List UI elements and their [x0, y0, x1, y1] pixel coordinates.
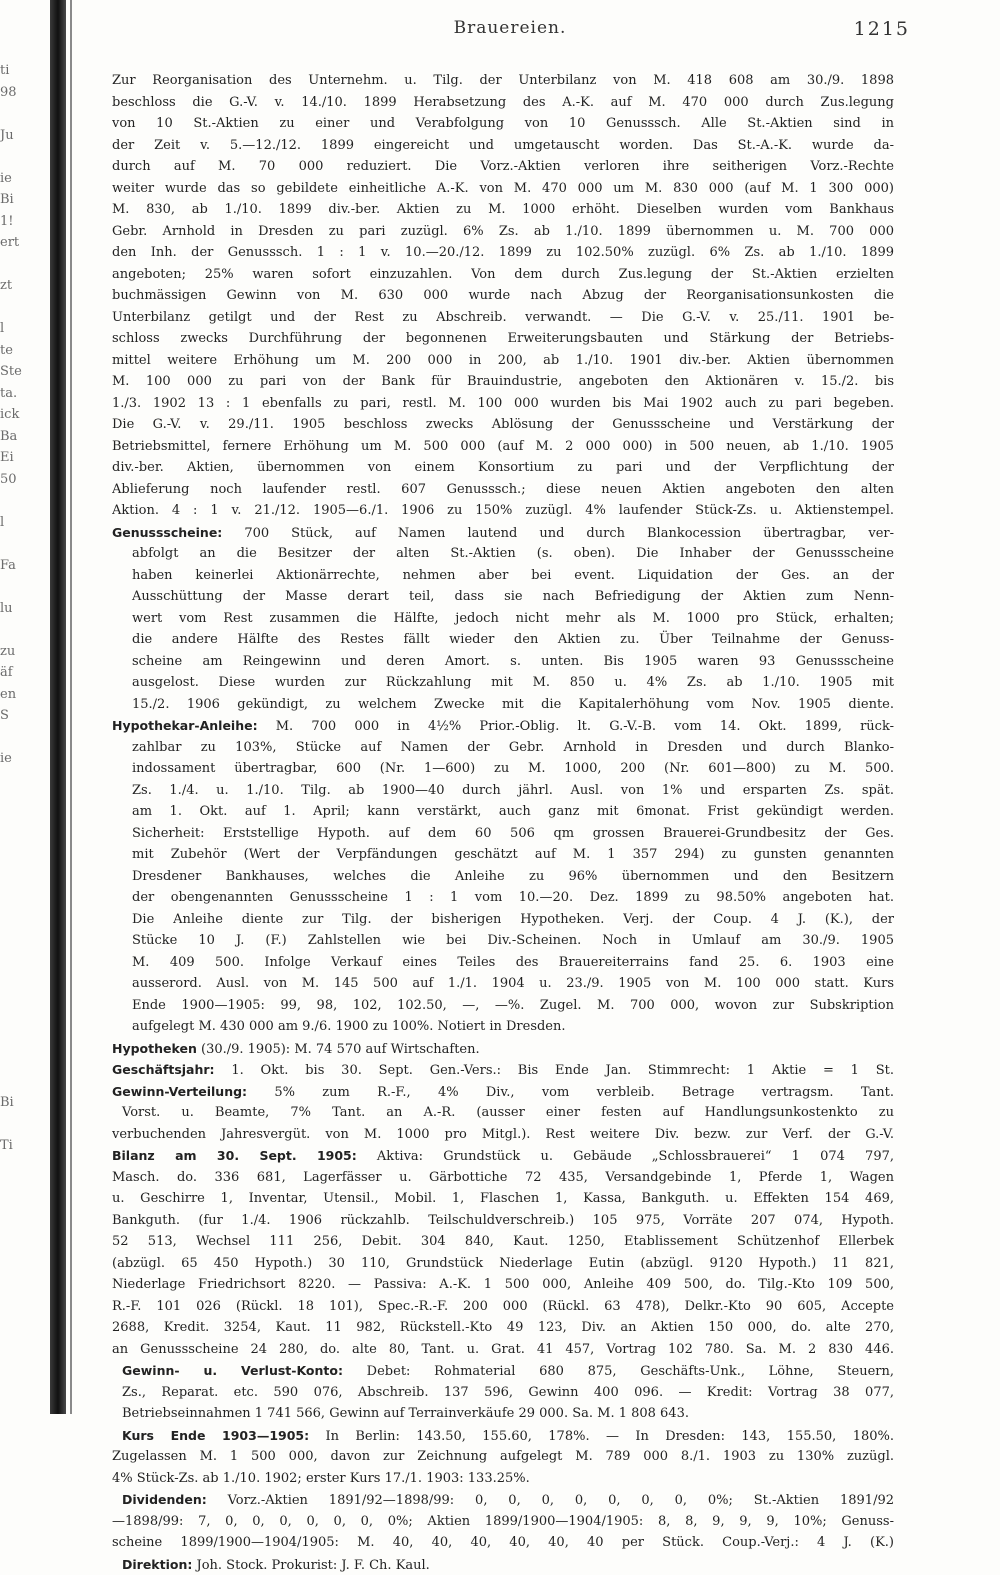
margin-fragment: ie — [0, 748, 40, 770]
line-text: div.-ber. Aktien, übernommen von einem Konsortium zu pari und der Verpflichtung der — [112, 460, 894, 475]
margin-fragment — [0, 920, 40, 942]
line-text: M. 830, ab 1./10. 1899 div.-ber. Aktien zu M. 1000 erhöht. Dieselben wurden vom Bankhaus — [112, 202, 894, 217]
margin-fragment — [0, 1307, 40, 1329]
text-line — [112, 823, 894, 845]
text-line — [112, 715, 894, 737]
text-line — [112, 973, 894, 995]
margin-fragment — [0, 899, 40, 921]
line-text: Zs., Reparat. etc. 590 076, Abschreib. 137 596, Gewinn 400 096. — Kredit: Vortrag 38 077, — [122, 1385, 894, 1400]
margin-fragment: zt — [0, 275, 40, 297]
line-text: haben keinerlei Aktionärrechte, nehmen aber bei event. Liquidation der Ges. an der — [132, 568, 894, 583]
text-line — [112, 1339, 894, 1361]
margin-fragment — [0, 619, 40, 641]
line-text: buchmässigen Gewinn von M. 630 000 wurde nach Abzug der Reorganisationsunkosten die — [112, 288, 894, 303]
margin-fragment — [0, 856, 40, 878]
margin-fragment — [0, 1286, 40, 1308]
text-line — [112, 887, 894, 909]
text-line — [112, 586, 894, 608]
line-text: schloss zwecks Durchführung der begonnenen Erweiterungsbauten und Stärkung der Betriebs- — [112, 331, 894, 346]
text-line — [112, 178, 894, 200]
line-text: Vorst. u. Beamte, 7% Tant. an A.-R. (ausser einer festen auf Handlungsunkostenkto zu — [122, 1105, 894, 1120]
text-line — [112, 780, 894, 802]
margin-fragment — [0, 813, 40, 835]
margin-fragment: S — [0, 705, 40, 727]
text-line — [112, 651, 894, 673]
text-line — [112, 113, 894, 135]
margin-fragment: 1! — [0, 211, 40, 233]
text-line — [112, 92, 894, 114]
section-keyword: Genussscheine: — [112, 525, 222, 540]
line-text: durch auf M. 70 000 reduziert. Die Vorz.-Aktien verloren ihre seitherigen Vorz.-Rechte — [112, 159, 894, 174]
margin-fragment — [0, 985, 40, 1007]
text-line — [112, 801, 894, 823]
document-body — [112, 70, 894, 1575]
binding-gutter — [50, 0, 66, 1414]
text-line — [112, 1038, 894, 1060]
section-keyword: Bilanz am 30. Sept. 1905: — [112, 1148, 357, 1163]
line-text: Joh. Stock. Prokurist: J. F. Ch. Kaul. — [192, 1558, 429, 1573]
margin-fragment: Fa — [0, 555, 40, 577]
margin-fragment: ick — [0, 404, 40, 426]
line-text: (30./9. 1905): M. 74 570 auf Wirtschaften. — [197, 1042, 480, 1057]
text-line — [112, 1253, 894, 1275]
text-line — [112, 199, 894, 221]
line-text: Unterbilanz getilgt und der Rest zu Abschreib. verwandt. — Die G.-V. v. 25./11. 1901 be- — [112, 310, 894, 325]
text-line — [112, 995, 894, 1017]
margin-fragment: l — [0, 512, 40, 534]
line-text: von 10 St.-Aktien zu einer und Verabfolgung von 10 Genusssch. Alle St.-Aktien sind in — [112, 116, 894, 131]
line-text: Debet: Rohmaterial 680 875, Geschäfts-Unk., Löhne, Steuern, — [343, 1364, 894, 1379]
line-text: mit Zubehör (Wert der Verpfändungen geschätzt auf M. 1 357 294) zu gunsten genannten — [132, 847, 894, 862]
margin-fragment — [0, 1114, 40, 1136]
margin-fragment: Ju — [0, 125, 40, 147]
text-line — [112, 1231, 894, 1253]
line-text: 52 513, Wechsel 111 256, Debit. 304 840, Kaut. 1250, Etablissement Schützenhof Ellerbek — [112, 1234, 894, 1249]
text-line — [112, 135, 894, 157]
margin-fragment: 50 — [0, 469, 40, 491]
page-number: 1215 — [854, 18, 910, 40]
text-line — [112, 1554, 894, 1575]
text-line — [112, 608, 894, 630]
section-keyword: Dividenden: — [122, 1492, 207, 1507]
line-text: am 1. Okt. auf 1. April; kann verstärkt, auch ganz mit 6monat. Frist gekündigt werden. — [132, 804, 894, 819]
line-text: Niederlage Friedrichsort 8220. — Passiva: A.-K. 1 500 000, Anleihe 409 500, do. Tilg.-Kto 109 500, — [112, 1277, 894, 1292]
margin-fragment — [0, 254, 40, 276]
line-text: indossament übertragbar, 600 (Nr. 1—600) zu M. 1000, 200 (Nr. 601—800) zu M. 500. — [132, 761, 894, 776]
line-text: R.-F. 101 026 (Rückl. 18 101), Spec.-R.-F. 200 000 (Rückl. 63 478), Delkr.-Kto 90 605, Accepte — [112, 1299, 894, 1314]
text-line — [112, 1296, 894, 1318]
margin-fragment: en — [0, 684, 40, 706]
line-text: beschloss die G.-V. v. 14./10. 1899 Herabsetzung des A.-K. auf M. 470 000 durch Zus.legung — [112, 95, 894, 110]
line-text: wert vom Rest zusammen die Hälfte, jedoch nicht mehr als M. 1000 pro Stück, erhalten; — [132, 611, 894, 626]
line-text: Gebr. Arnhold in Dresden zu pari zuzügl. 6% Zs. ab 1./10. 1899 übernommen u. M. 700 000 — [112, 224, 894, 239]
margin-fragment — [0, 1264, 40, 1286]
text-line — [112, 156, 894, 178]
text-line — [112, 1511, 894, 1533]
text-line — [112, 221, 894, 243]
section-keyword: Hypotheken — [112, 1041, 197, 1056]
text-line — [112, 1532, 894, 1554]
line-text: ausserord. Ausl. von M. 145 500 auf 1./1. 1904 u. 23./9. 1905 von M. 100 000 statt. Kurs — [132, 976, 894, 991]
text-line — [112, 371, 894, 393]
margin-fragment: ti — [0, 60, 40, 82]
line-text: aufgelegt M. 430 000 am 9./6. 1900 zu 100%. Notiert in Dresden. — [132, 1019, 566, 1034]
line-text: 1./3. 1902 13 : 1 ebenfalls zu pari, restl. M. 100 000 wurden bis Mai 1902 auch zu pari begeben. — [112, 396, 894, 411]
margin-fragment — [0, 727, 40, 749]
text-line — [112, 1382, 894, 1404]
margin-fragment: Ste — [0, 361, 40, 383]
line-text: 5% zum R.-F., 4% Div., vom verbleib. Betrage vertragsm. Tant. — [247, 1085, 894, 1100]
margin-fragment: Bi — [0, 1092, 40, 1114]
margin-fragment: ta. — [0, 383, 40, 405]
line-text: Dresdener Bankhauses, welches die Anleihe zu 96% übernommen und den Besitzern — [132, 869, 894, 884]
margin-fragment — [0, 576, 40, 598]
margin-fragment — [0, 1243, 40, 1265]
line-text: den Inh. der Genusssch. 1 : 1 v. 10.—20./12. 1899 zu 102.50% zuzügl. 6% Zs. ab 1./10. 1899 — [112, 245, 894, 260]
line-text: (abzügl. 65 450 Hypoth.) 30 110, Grundstück Niederlage Eutin (abzügl. 9120 Hypoth.) 11 821, — [112, 1256, 894, 1271]
text-line — [112, 1167, 894, 1189]
line-text: M. 409 500. Infolge Verkauf eines Teiles des Brauereiterrains fand 25. 6. 1903 eine — [132, 955, 894, 970]
margin-fragment — [0, 1329, 40, 1351]
margin-fragment — [0, 1049, 40, 1071]
margin-fragment: Ei — [0, 447, 40, 469]
line-text: Betriebseinnahmen 1 741 566, Gewinn auf Terrainverkäufe 29 000. Sa. M. 1 808 643. — [122, 1406, 689, 1421]
line-text: Bankguth. (fur 1./4. 1906 rückzahlb. Teilschuldverschreib.) 105 975, Vorräte 207 074, Hypoth. — [112, 1213, 894, 1228]
margin-fragment — [0, 1006, 40, 1028]
text-line — [112, 565, 894, 587]
margin-fragment — [0, 963, 40, 985]
margin-fragment: Bi — [0, 189, 40, 211]
margin-fragment: Ti — [0, 1135, 40, 1157]
line-text: Vorz.-Aktien 1891/92—1898/99: 0, 0, 0, 0, 0, 0, 0, 0%; St.-Aktien 1891/92 — [207, 1493, 894, 1508]
line-text: 1. Okt. bis 30. Sept. Gen.-Vers.: Bis Ende Jan. Stimmrecht: 1 Aktie = 1 St. — [215, 1063, 894, 1078]
section-keyword: Kurs Ende 1903—1905: — [122, 1428, 309, 1443]
text-line — [112, 522, 894, 544]
line-text: Ausschüttung der Masse derart teil, dass sie nach Befriedigung der Aktien zum Nenn- — [132, 589, 894, 604]
margin-fragment — [0, 490, 40, 512]
line-text: 15./2. 1906 gekündigt, zu welchem Zwecke mit die Kapitalerhöhung vom Nov. 1905 diente. — [132, 697, 894, 712]
margin-fragment — [0, 1221, 40, 1243]
line-text: In Berlin: 143.50, 155.60, 178%. — In Dresden: 143, 155.50, 180%. — [309, 1429, 894, 1444]
text-line — [112, 457, 894, 479]
text-line — [112, 672, 894, 694]
margin-fragment: 98 — [0, 82, 40, 104]
line-text: der Zeit v. 5.—12./12. 1899 eingereicht und umgetauscht worden. Das St.-A.-K. wurde da- — [112, 138, 894, 153]
text-line — [112, 909, 894, 931]
text-line — [112, 1016, 894, 1038]
line-text: M. 100 000 zu pari von der Bank für Brauindustrie, angeboten den Aktionären v. 15./2. bis — [112, 374, 894, 389]
text-line — [112, 1360, 894, 1382]
text-line — [112, 737, 894, 759]
line-text: Betriebsmittel, fernere Erhöhung um M. 500 000 (auf M. 2 000 000) in 500 neuen, ab 1./10. 1905 — [112, 439, 894, 454]
margin-fragment — [0, 1028, 40, 1050]
line-text: Zur Reorganisation des Unternehm. u. Tilg. der Unterbilanz von M. 418 608 am 30./9. 1898 — [112, 73, 894, 88]
text-line — [112, 543, 894, 565]
left-margin-fragment — [0, 60, 40, 1360]
text-line — [112, 1446, 894, 1468]
text-line — [112, 1468, 894, 1490]
line-text: M. 700 000 in 4½% Prior.-Oblig. lt. G.-V.-B. vom 14. Okt. 1899, rück- — [258, 719, 894, 734]
margin-fragment — [0, 1157, 40, 1179]
margin-fragment: lu — [0, 598, 40, 620]
page-header — [110, 18, 910, 46]
text-line — [112, 264, 894, 286]
text-line — [112, 500, 894, 522]
text-line — [112, 1425, 894, 1447]
line-text: Aktiva: Grundstück u. Gebäude „Schlossbrauerei“ 1 074 797, — [357, 1149, 894, 1164]
binding-edge — [70, 0, 72, 1414]
text-line — [112, 414, 894, 436]
line-text: mittel weitere Erhöhung um M. 200 000 in 200, ab 1./10. 1901 div.-ber. Aktien übernommen — [112, 353, 894, 368]
margin-fragment: äf — [0, 662, 40, 684]
section-keyword: Gewinn- u. Verlust-Konto: — [122, 1363, 343, 1378]
text-line — [112, 285, 894, 307]
margin-fragment — [0, 942, 40, 964]
text-line — [112, 479, 894, 501]
text-line — [112, 1317, 894, 1339]
margin-fragment — [0, 103, 40, 125]
margin-fragment — [0, 1350, 40, 1360]
line-text: Die G.-V. v. 29./11. 1905 beschloss zwecks Ablösung der Genussscheine und Verstärkung der — [112, 417, 894, 432]
text-line — [112, 393, 894, 415]
line-text: Zs. 1./4. u. 1./10. Tilg. ab 1900—40 durch jährl. Ausl. von 1% und ersparten Zs. spät. — [132, 783, 894, 798]
text-line — [112, 1145, 894, 1167]
text-line — [112, 844, 894, 866]
text-line — [112, 1274, 894, 1296]
line-text: verbuchenden Jahresvergüt. von M. 1000 pro Mitgl.). Rest weitere Div. bezw. zur Verf. der G.-V. — [112, 1127, 894, 1142]
margin-fragment: te — [0, 340, 40, 362]
text-line — [112, 1102, 894, 1124]
margin-fragment: Ba — [0, 426, 40, 448]
text-line — [112, 952, 894, 974]
line-text: 2688, Kredit. 3254, Kaut. 11 982, Rückstell.-Kto 49 123, Div. an Aktien 150 000, do. alte 270, — [112, 1320, 894, 1335]
line-text: ausgelost. Diese wurden zur Rückzahlung mit M. 850 u. 4% Zs. ab 1./10. 1905 mit — [132, 675, 894, 690]
text-line — [112, 930, 894, 952]
margin-fragment — [0, 770, 40, 792]
line-text: weiter wurde das so gebildete einheitliche A.-K. von M. 470 000 um M. 830 000 (auf M. 1 300 000) — [112, 181, 894, 196]
margin-fragment: l — [0, 318, 40, 340]
text-line — [112, 1059, 894, 1081]
margin-fragment: ert — [0, 232, 40, 254]
text-line — [112, 1124, 894, 1146]
text-line — [112, 70, 894, 92]
text-line — [112, 1489, 894, 1511]
text-line — [112, 328, 894, 350]
text-line — [112, 694, 894, 716]
text-line — [112, 307, 894, 329]
section-keyword: Gewinn-Verteilung: — [112, 1084, 247, 1099]
margin-fragment — [0, 297, 40, 319]
margin-fragment — [0, 1071, 40, 1093]
line-text: die andere Hälfte des Restes fällt wieder den Aktien zu. Über Teilnahme der Genuss- — [132, 632, 894, 647]
line-text: angeboten; 25% waren sofort einzuzahlen. Von dem durch Zus.legung der St.-Aktien erzielten — [112, 267, 894, 282]
section-keyword: Hypothekar-Anleihe: — [112, 718, 258, 733]
line-text: Ablieferung noch laufender restl. 607 Genusssch.; diese neuen Aktien angeboten den alten — [112, 482, 894, 497]
text-line — [112, 629, 894, 651]
line-text: scheine 1899/1900—1904/1905: M. 40, 40, 40, 40, 40, 40 per Stück. Coup.-Verj.: 4 J. (K.) — [112, 1535, 894, 1550]
text-line — [112, 1188, 894, 1210]
line-text: Aktion. 4 : 1 v. 21./12. 1905—6./1. 1906 zu 150% zuzügl. 4% laufender Stück-Zs. u. Aktienstempel. — [112, 503, 894, 518]
line-text: Ende 1900—1905: 99, 98, 102, 102.50, —, —%. Zugel. M. 700 000, wovon zur Subskription — [132, 998, 894, 1013]
line-text: u. Geschirre 1, Inventar, Utensil., Mobil. 1, Flaschen 1, Kassa, Bankguth. u. Effekten 154 469, — [112, 1191, 894, 1206]
line-text: Stücke 10 J. (F.) Zahlstellen wie bei Div.-Scheinen. Noch in Umlauf am 30./9. 1905 — [132, 933, 894, 948]
text-line — [112, 1210, 894, 1232]
margin-fragment — [0, 791, 40, 813]
margin-fragment: ie — [0, 168, 40, 190]
line-text: Sicherheit: Erststellige Hypoth. auf dem 60 506 qm grossen Brauerei-Grundbesitz der Ges. — [132, 826, 894, 841]
margin-fragment — [0, 533, 40, 555]
margin-fragment — [0, 834, 40, 856]
line-text: Masch. do. 336 681, Lagerfässer u. Gärbottiche 72 435, Versandgebinde 1, Pferde 1, Wagen — [112, 1170, 894, 1185]
line-text: abfolgt an die Besitzer der alten St.-Aktien (s. oben). Die Inhaber der Genussscheine — [132, 546, 894, 561]
line-text: Zugelassen M. 1 500 000, davon zur Zeichnung aufgelegt M. 789 000 8./1. 1903 zu 130% zuzügl. — [112, 1449, 894, 1464]
section-keyword: Direktion: — [122, 1557, 192, 1572]
text-line — [112, 350, 894, 372]
line-text: scheine am Reingewinn und deren Amort. s. unten. Bis 1905 waren 93 Genussscheine — [132, 654, 894, 669]
line-text: 700 Stück, auf Namen lautend und durch Blankocession übertragbar, ver- — [222, 526, 894, 541]
text-line — [112, 758, 894, 780]
line-text: an Genussscheine 24 280, do. alte 80, Tant. u. Grat. 41 457, Vortrag 102 780. Sa. M. 2 830 446. — [112, 1342, 894, 1357]
margin-fragment — [0, 877, 40, 899]
running-title: Brauereien. — [110, 18, 910, 38]
line-text: der obengenannten Genussscheine 1 : 1 vom 10.—20. Dez. 1899 zu 98.50% angeboten hat. — [132, 890, 894, 905]
line-text: Die Anleihe diente zur Tilg. der bisherigen Hypotheken. Verj. der Coup. 4 J. (K.), der — [132, 912, 894, 927]
text-line — [112, 866, 894, 888]
margin-fragment — [0, 1200, 40, 1222]
text-line — [112, 242, 894, 264]
margin-fragment: zu — [0, 641, 40, 663]
margin-fragment — [0, 1178, 40, 1200]
section-keyword: Geschäftsjahr: — [112, 1062, 215, 1077]
margin-fragment — [0, 146, 40, 168]
line-text: 4% Stück-Zs. ab 1./10. 1902; erster Kurs 17./1. 1903: 133.25%. — [112, 1471, 530, 1486]
line-text: zahlbar zu 103%, Stücke auf Namen der Gebr. Arnhold in Dresden und durch Blanko- — [132, 740, 894, 755]
text-line — [112, 1081, 894, 1103]
line-text: —1898/99: 7, 0, 0, 0, 0, 0, 0, 0%; Aktien 1899/1900—1904/1905: 8, 8, 9, 9, 9, 10%; Genuss- — [112, 1514, 894, 1529]
text-line — [112, 436, 894, 458]
